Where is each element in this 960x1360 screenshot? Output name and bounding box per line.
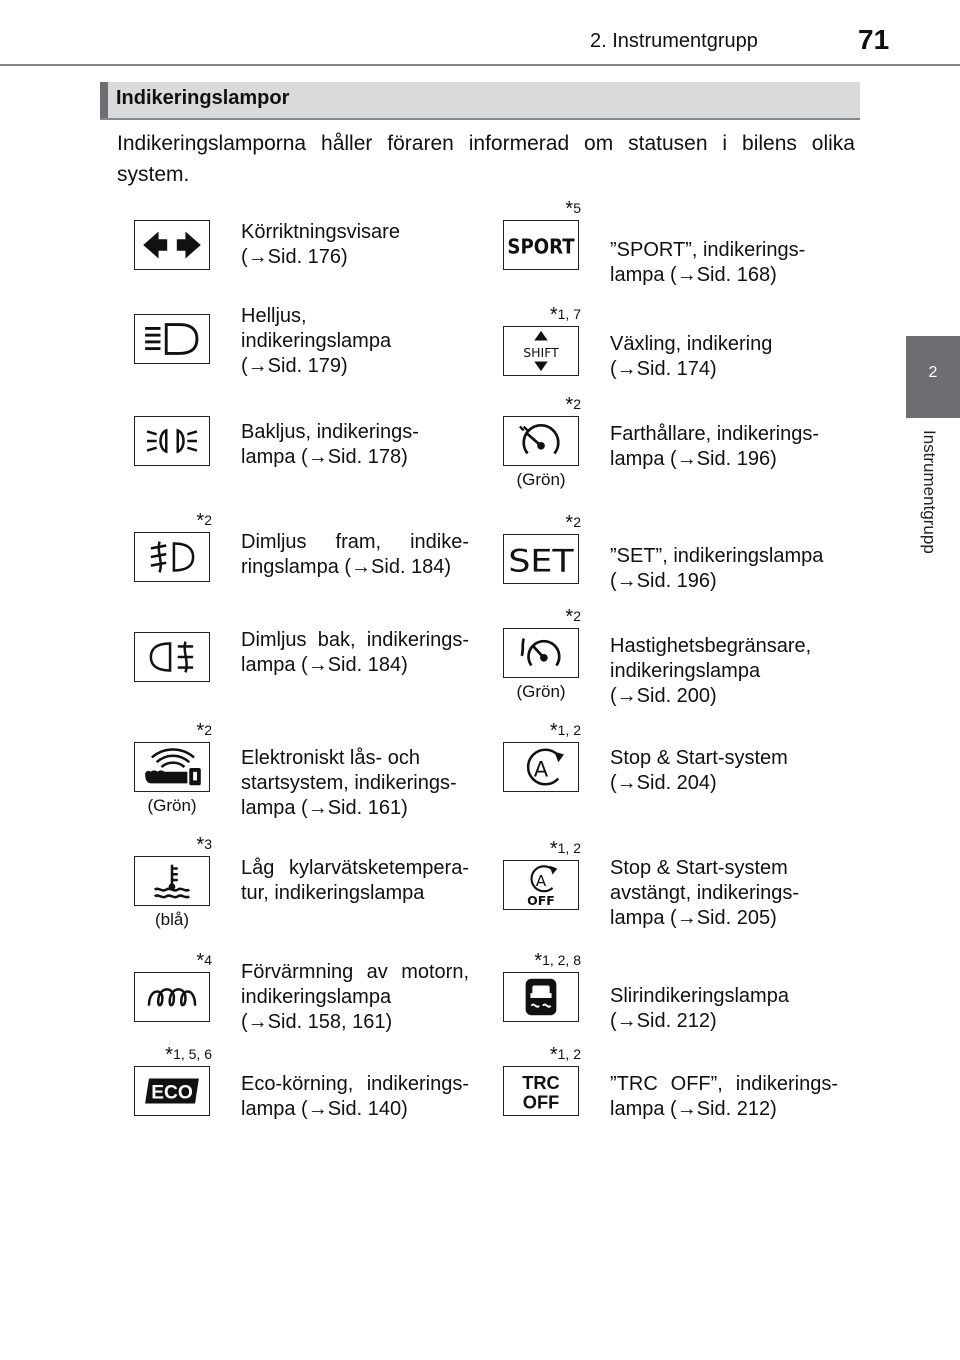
indicator-description xyxy=(241,628,469,678)
chapter-number: 2 xyxy=(928,364,938,381)
description-line: Helljus, xyxy=(241,305,307,327)
description-line: Farthållare, indikerings- xyxy=(610,423,819,445)
indicator-description xyxy=(241,856,469,906)
footnote-marker: *1, 2 xyxy=(549,1044,581,1066)
indicator-description xyxy=(610,746,838,796)
footnote-marker: *5 xyxy=(565,198,581,220)
indicator-item xyxy=(503,1046,873,1158)
description-line: Hastighetsbegränsare, xyxy=(610,635,812,657)
indicator-item xyxy=(134,606,504,718)
indicator-description xyxy=(241,960,469,1035)
rear-fog-icon xyxy=(134,632,210,682)
indicator-item xyxy=(503,606,873,718)
tail-light-icon xyxy=(134,416,210,466)
set-icon xyxy=(503,534,579,584)
footnote-marker: *4 xyxy=(196,950,212,972)
section-title: Indikeringslampor xyxy=(116,87,290,109)
section-heading-rule xyxy=(100,118,860,120)
description-line: Elektroniskt lås- och xyxy=(241,747,420,769)
icon-color-caption: (Grön) xyxy=(147,796,197,815)
description-line: indikeringslampa xyxy=(241,986,392,1008)
page-number: 71 xyxy=(858,24,890,55)
footnote-marker: *2 xyxy=(565,512,581,534)
indicator-item xyxy=(134,1046,504,1158)
sport-icon xyxy=(503,220,579,270)
footnote-marker: *1, 2, 8 xyxy=(534,950,581,972)
description-line: startsystem, indikerings- xyxy=(241,772,457,794)
eco-icon xyxy=(134,1066,210,1116)
smart-key-icon xyxy=(134,742,210,792)
glow-plug-icon xyxy=(134,972,210,1022)
description-line: (→Sid. 158, 161) xyxy=(241,1011,393,1033)
indicator-description xyxy=(241,1072,469,1122)
indicator-description xyxy=(610,984,838,1034)
footnote-marker: *1, 2 xyxy=(549,720,581,742)
indicator-item xyxy=(134,836,504,948)
description-line: Växling, indikering xyxy=(610,333,773,355)
svg-text:A: A xyxy=(533,756,549,782)
footnote-marker: *2 xyxy=(565,606,581,628)
footnote-marker: *3 xyxy=(196,834,212,856)
indicator-description xyxy=(241,746,469,821)
description-line: ”SPORT”, indikerings- xyxy=(610,239,806,261)
description-line: Dimljus fram, indike- xyxy=(241,531,469,553)
header-rule xyxy=(0,64,960,66)
footnote-marker: *1, 7 xyxy=(549,304,581,326)
indicator-item xyxy=(503,296,873,408)
running-header-section: 2. Instrumentgrupp xyxy=(590,30,758,52)
description-line: (→Sid. 212) xyxy=(610,1010,717,1032)
cruise-control-icon xyxy=(503,416,579,466)
svg-text:A: A xyxy=(535,871,547,890)
footnote-marker: *2 xyxy=(565,394,581,416)
speed-limiter-icon xyxy=(503,628,579,678)
indicator-item xyxy=(503,198,873,310)
svg-text:SET: SET xyxy=(508,543,574,580)
stop-start-icon xyxy=(503,742,579,792)
description-line: lampa (→Sid. 140) xyxy=(241,1098,408,1120)
description-line: ringslampa (→Sid. 184) xyxy=(241,556,452,578)
slip-indicator-icon xyxy=(503,972,579,1022)
description-line: Dimljus bak, indikerings- xyxy=(241,629,469,651)
description-line: (→Sid. 179) xyxy=(241,355,348,377)
description-line: ”SET”, indikeringslampa xyxy=(610,545,824,567)
svg-text:ECO: ECO xyxy=(151,1082,193,1104)
indicator-item xyxy=(134,396,504,508)
description-line: lampa (→Sid. 196) xyxy=(610,448,777,470)
footnote-marker: *1, 2 xyxy=(549,838,581,860)
description-line: (→Sid. 204) xyxy=(610,772,717,794)
indicator-item xyxy=(134,198,504,310)
indicator-description xyxy=(241,420,469,470)
indicator-item xyxy=(503,836,873,948)
indicator-description xyxy=(610,422,838,472)
indicator-description xyxy=(241,220,469,270)
description-line: Körriktningsvisare xyxy=(241,221,400,243)
indicator-description xyxy=(610,634,838,709)
svg-text:TRC: TRC xyxy=(522,1072,560,1094)
description-line: lampa (→Sid. 168) xyxy=(610,264,777,286)
section-heading-marker xyxy=(100,82,108,118)
indicator-item xyxy=(134,720,504,832)
indicator-description xyxy=(610,544,838,594)
description-line: Förvärmning av motorn, xyxy=(241,961,469,983)
description-line: lampa (→Sid. 212) xyxy=(610,1098,777,1120)
front-fog-icon xyxy=(134,532,210,582)
indicator-description xyxy=(610,332,838,382)
description-line: indikeringslampa xyxy=(241,330,392,352)
icon-color-caption: (Grön) xyxy=(516,470,566,489)
low-coolant-temp-icon xyxy=(134,856,210,906)
indicator-description xyxy=(241,304,469,379)
trc-off-icon xyxy=(503,1066,579,1116)
description-line: avstängt, indikerings- xyxy=(610,882,799,904)
description-line: lampa (→Sid. 178) xyxy=(241,446,408,468)
description-line: Stop & Start-system xyxy=(610,747,788,769)
description-line: (→Sid. 176) xyxy=(241,246,348,268)
indicator-item xyxy=(503,396,873,508)
indicator-description xyxy=(241,530,469,580)
description-line: Slirindikeringslampa xyxy=(610,985,789,1007)
chapter-tab xyxy=(906,336,960,418)
turn-signal-icon xyxy=(134,220,210,270)
indicator-item xyxy=(134,296,504,408)
indicator-description xyxy=(610,856,838,931)
footnote-marker: *2 xyxy=(196,720,212,742)
description-line: lampa (→Sid. 184) xyxy=(241,654,408,676)
description-line: (→Sid. 196) xyxy=(610,570,717,592)
stop-start-off-icon xyxy=(503,860,579,910)
indicator-item xyxy=(503,720,873,832)
svg-text:SPORT: SPORT xyxy=(507,234,575,259)
icon-color-caption: (blå) xyxy=(154,910,189,929)
intro-paragraph: Indikeringslamporna håller föraren informerad om statusen i bilens olika system. xyxy=(117,132,855,186)
section-heading-bar xyxy=(100,82,860,118)
high-beam-icon xyxy=(134,314,210,364)
description-line: lampa (→Sid. 205) xyxy=(610,907,777,929)
description-line: lampa (→Sid. 161) xyxy=(241,797,408,819)
svg-text:SHIFT: SHIFT xyxy=(523,344,559,360)
description-line: Bakljus, indikerings- xyxy=(241,421,419,443)
description-line: tur, indikeringslampa xyxy=(241,882,425,904)
description-line: indikeringslampa xyxy=(610,660,761,682)
description-line: (→Sid. 174) xyxy=(610,358,717,380)
svg-text:OFF: OFF xyxy=(522,1091,560,1113)
indicator-description xyxy=(610,1072,838,1122)
description-line: Eco-körning, indikerings- xyxy=(241,1073,469,1095)
description-line: Stop & Start-system xyxy=(610,857,788,879)
footnote-marker: *2 xyxy=(196,510,212,532)
svg-text:OFF: OFF xyxy=(527,893,555,909)
icon-color-caption: (Grön) xyxy=(516,682,566,701)
indicator-description xyxy=(610,238,838,288)
description-line: Låg kylarvätsketempera- xyxy=(241,857,469,879)
footnote-marker: *1, 5, 6 xyxy=(165,1044,212,1066)
description-line: (→Sid. 200) xyxy=(610,685,717,707)
description-line: ”TRC OFF”, indikerings- xyxy=(610,1073,838,1095)
shift-icon xyxy=(503,326,579,376)
chapter-label: Instrumentgrupp xyxy=(920,430,939,554)
